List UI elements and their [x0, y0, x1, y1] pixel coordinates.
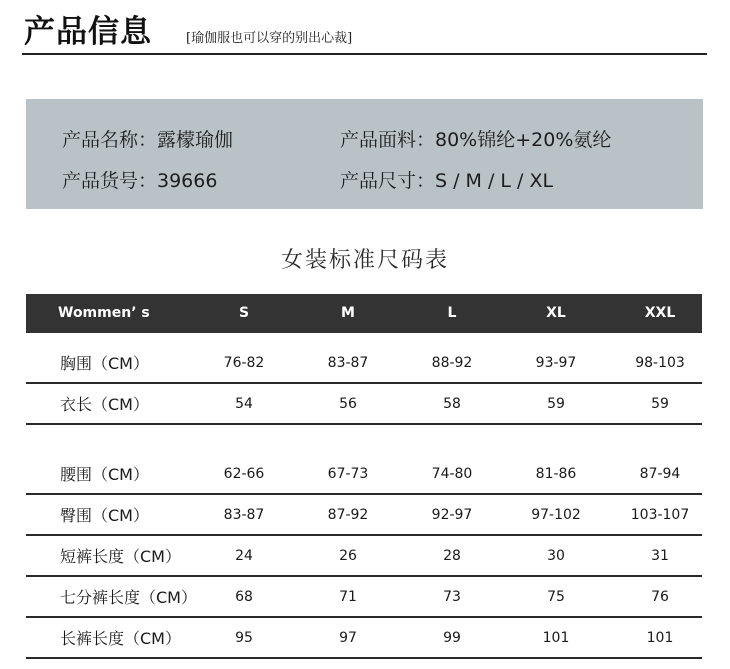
table-cell: 101: [646, 630, 674, 646]
table-cell: 88-92: [431, 355, 473, 371]
table-cell: 75: [547, 589, 565, 605]
header-divider: [22, 53, 707, 55]
table-cell: 67-73: [327, 466, 369, 482]
table-cell: 71: [339, 589, 357, 605]
row-divider: [26, 423, 702, 425]
table-row: [26, 343, 702, 384]
table-cell: 30: [547, 548, 565, 564]
table-cell: 87-92: [327, 507, 369, 523]
table-cell: 68: [235, 589, 253, 605]
header-cell-xl: XL: [546, 305, 566, 321]
product-fabric: 产品面料：80%锦纶+20%氨纶: [340, 129, 612, 151]
table-cell: 101: [542, 630, 570, 646]
table-cell: 73: [443, 589, 461, 605]
table-cell: 54: [235, 396, 253, 412]
row-divider: [26, 657, 702, 659]
row-label: 腰围（CM）: [60, 465, 149, 484]
page-subtitle: [瑜伽服也可以穿的别出心裁]: [186, 31, 353, 46]
page-header: [0, 0, 730, 58]
table-row: [26, 577, 702, 618]
table-cell: 81-86: [535, 466, 577, 482]
product-name: 产品名称：露檬瑜伽: [62, 129, 234, 151]
table-cell: 74-80: [431, 466, 473, 482]
header-cell-m: M: [341, 305, 355, 321]
table-row: [26, 384, 702, 425]
table-cell: 95: [235, 630, 253, 646]
table-cell: 26: [339, 548, 357, 564]
table-cell: 24: [235, 548, 253, 564]
header-cell-l: L: [447, 305, 457, 321]
table-cell: 99: [443, 630, 461, 646]
table-cell: 83-87: [327, 355, 369, 371]
table-cell: 76: [651, 589, 669, 605]
header-cell-category: Wommen’ s: [58, 305, 150, 321]
table-cell: 76-82: [223, 355, 265, 371]
header-cell-xxl: XXL: [644, 305, 676, 321]
table-row: [26, 536, 702, 577]
product-sku: 产品货号：39666: [62, 170, 218, 192]
table-cell: 97-102: [531, 507, 581, 523]
size-table-title: 女装标准尺码表: [280, 248, 449, 273]
table-cell: 59: [651, 396, 669, 412]
row-label: 胸围（CM）: [60, 354, 149, 373]
table-row: [26, 618, 702, 659]
table-row: [26, 495, 702, 536]
header-cell-s: S: [238, 305, 250, 321]
table-cell: 103-107: [630, 507, 690, 523]
row-label: 臀围（CM）: [60, 506, 149, 525]
product-info-box: [26, 99, 703, 209]
row-label: 衣长（CM）: [60, 395, 149, 414]
table-cell: 97: [339, 630, 357, 646]
row-label: 短裤长度（CM）: [60, 547, 181, 566]
product-size: 产品尺寸：S / M / L / XL: [340, 170, 554, 192]
table-cell: 98-103: [635, 355, 685, 371]
row-label: 七分裤长度（CM）: [60, 588, 197, 607]
table-cell: 28: [443, 548, 461, 564]
table-cell: 87-94: [639, 466, 681, 482]
row-label: 长裤长度（CM）: [60, 629, 181, 648]
table-cell: 58: [443, 396, 461, 412]
table-cell: 31: [651, 548, 669, 564]
table-cell: 93-97: [535, 355, 577, 371]
table-cell: 92-97: [431, 507, 473, 523]
table-cell: 83-87: [223, 507, 265, 523]
size-table-header: [26, 294, 702, 333]
table-cell: 62-66: [223, 466, 265, 482]
table-row: [26, 454, 702, 495]
page-title: 产品信息: [24, 14, 152, 50]
table-cell: 56: [339, 396, 357, 412]
table-cell: 59: [547, 396, 565, 412]
